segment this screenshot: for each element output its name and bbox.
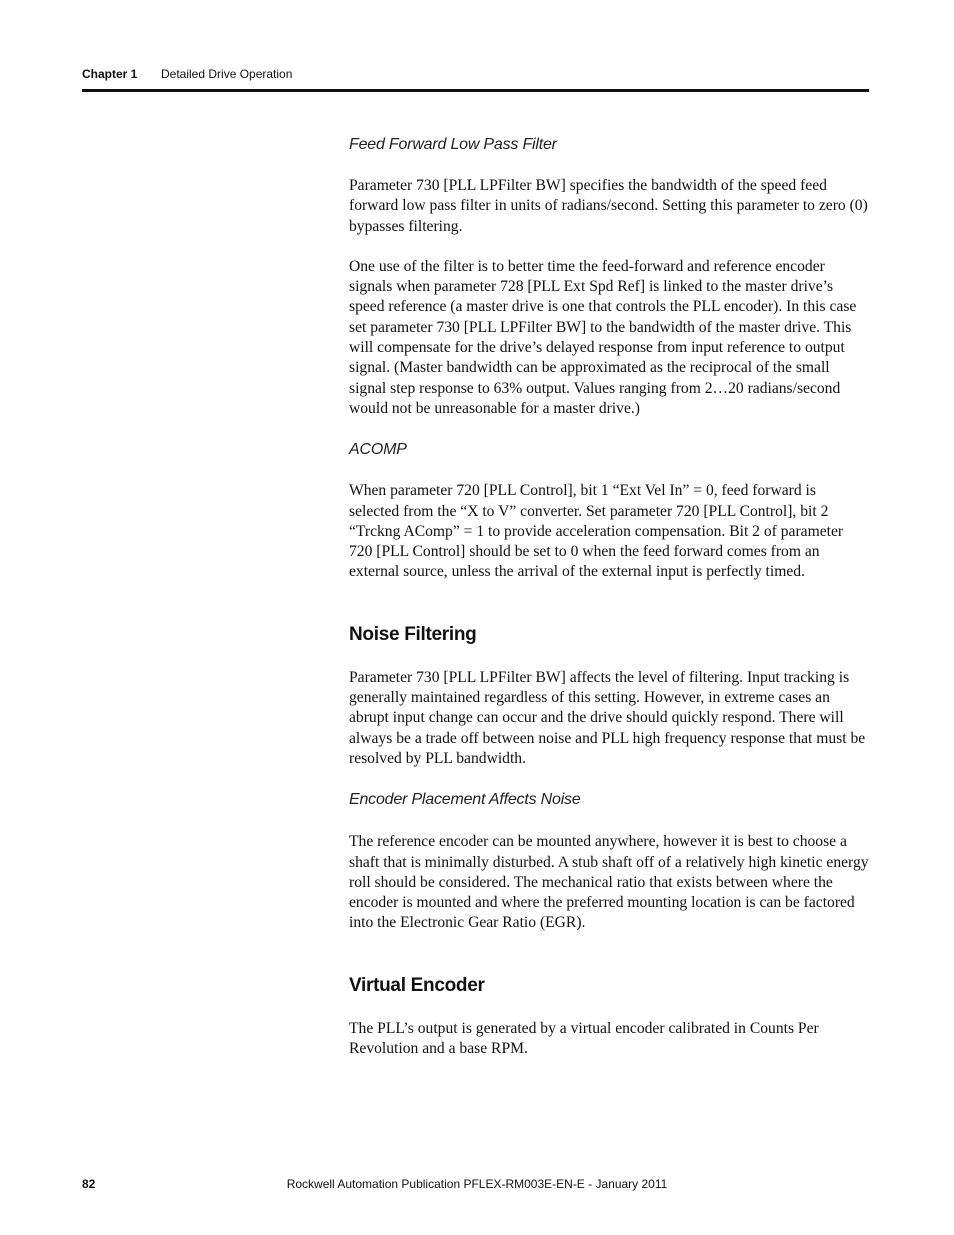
paragraph-encoder-placement: The reference encoder can be mounted anywhere, however it is best to choose a shaft that is minimally disturbed. A stub shaft off of a relatively high kinetic energy roll should be considered. The mechanical ratio that exists between where the encoder is mounted and where the preferred mounting location is can be factored into the Electronic Gear Ratio (EGR).	[349, 833, 869, 932]
subheading-feed-forward-filter: Feed Forward Low Pass Filter	[349, 136, 557, 153]
main-column	[349, 134, 869, 1059]
paragraph-acomp: When parameter 720 [PLL Control], bit 1 “Ext Vel In” = 0, feed forward is selected from the “X to V” converter. Set parameter 720 [PLL Control], bit 2 “Trckng AComp” = 1 to provide acceleration compensation. Bit 2 of parameter 720 [PLL Control] should be set to 0 when the feed forward comes from an external source, unless the arrival of the external input is perfectly timed.	[349, 482, 844, 581]
publication-info: Rockwell Automation Publication PFLEX-RM003E-EN-E - January 2011	[286, 1177, 668, 1191]
chapter-label: Chapter 1	[82, 67, 138, 81]
page-header	[82, 66, 868, 86]
paragraph-filter-use: One use of the filter is to better time the feed-forward and reference encoder signals when parameter 728 [PLL Ext Spd Ref] is linked to the master drive’s speed reference (a master drive is one that controls the PLL encoder). In this case set parameter 730 [PLL LPFilter BW] to the bandwidth of the master drive. This will compensate for the drive’s delayed response from input reference to output signal. (Master bandwidth can be approximated as the reciprocal of the small signal step response to 63% output. Values ranging from 2…20 radians/second would not be unreasonable for a master drive.)	[349, 257, 857, 417]
page-number: 82	[82, 1177, 96, 1191]
paragraph-noise-filtering: Parameter 730 [PLL LPFilter BW] affects the level of filtering. Input tracking is generally maintained regardless of this setting. However, in extreme cases an abrupt input change can occur and the drive should quickly respond. There will always be a trade off between noise and PLL high frequency response that must be resolved by PLL bandwidth.	[349, 668, 866, 767]
paragraph-virtual-encoder: The PLL’s output is generated by a virtual encoder calibrated in Counts Per Revolution and a base RPM.	[349, 1019, 819, 1058]
section-title: Detailed Drive Operation	[161, 67, 293, 81]
paragraph-filter-bandwidth: Parameter 730 [PLL LPFilter BW] specifies the bandwidth of the speed feed forward low pass filter in units of radians/second. Setting this parameter to zero (0) bypasses filtering.	[349, 177, 868, 235]
subheading-acomp: ACOMP	[349, 441, 407, 459]
header-rule	[82, 89, 869, 92]
heading-virtual-encoder: Virtual Encoder	[349, 974, 485, 996]
subheading-encoder-placement: Encoder Placement Affects Noise	[349, 791, 581, 809]
heading-noise-filtering: Noise Filtering	[349, 623, 477, 645]
